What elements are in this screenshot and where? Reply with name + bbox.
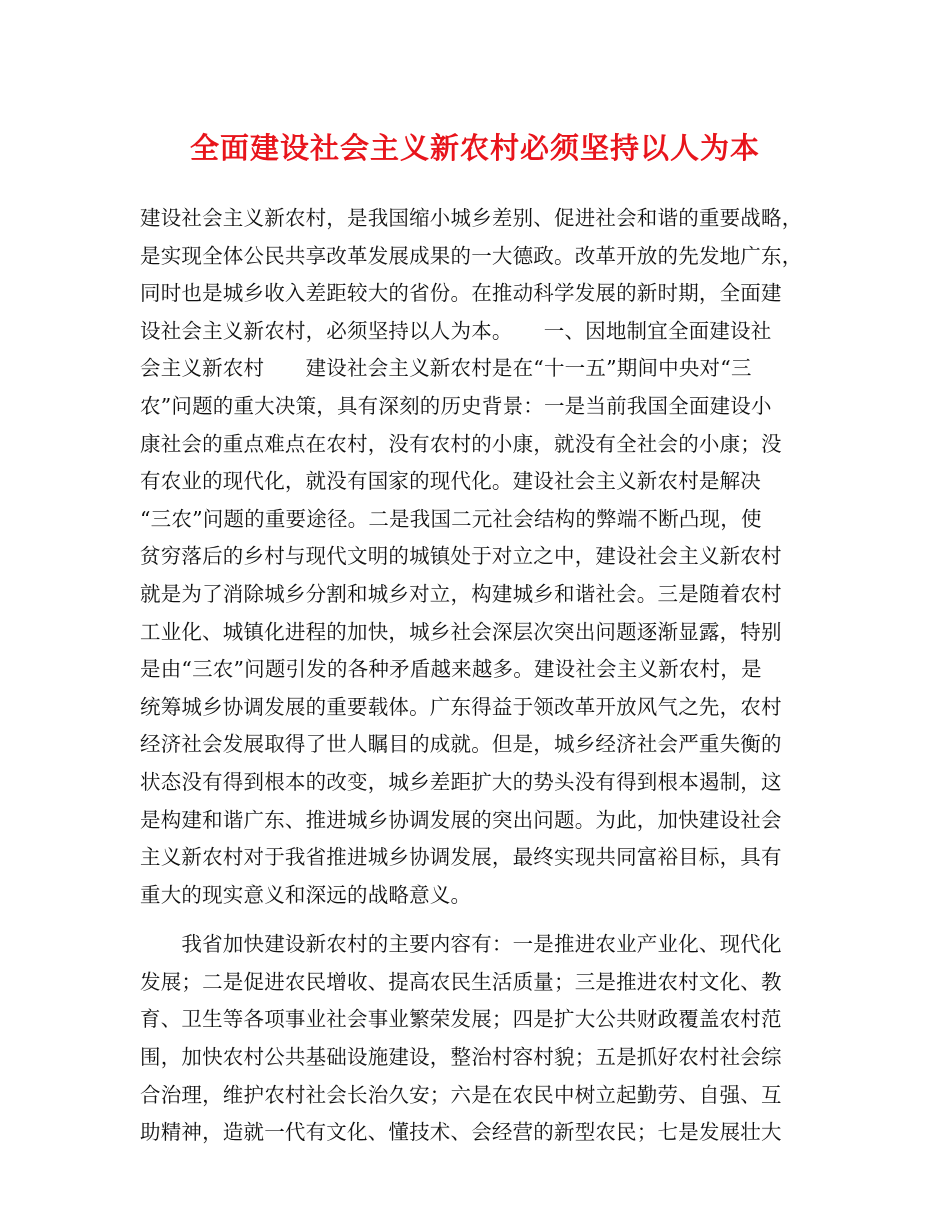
text-line: 是实现全体公民共享改革发展成果的一大德政。改革开放的先发地广东， (140, 243, 803, 268)
text-line: 经济社会发展取得了世人瞩目的成就。但是，城乡经济社会严重失衡的 (140, 732, 782, 757)
text-line: “三农”问题的重要途径。二是我国二元社会结构的弊端不断凸现，使 (140, 506, 762, 531)
text-line: 统筹城乡协调发展的重要载体。广东得益于领改革开放风气之先，农村 (140, 694, 782, 719)
text-line: 我省加快建设新农村的主要内容有：一是推进农业产业化、现代化 (140, 932, 782, 957)
paragraph-spacer (140, 914, 820, 926)
text-line: 工业化、城镇化进程的加快，城乡社会深层次突出问题逐渐显露，特别 (140, 619, 782, 644)
text-line: 是构建和谐广东、推进城乡协调发展的突出问题。为此，加快建设社会 (140, 807, 782, 832)
text-line: 状态没有得到根本的改变，城乡差距扩大的势头没有得到根本遏制，这 (140, 769, 782, 794)
text-line: 有农业的现代化，就没有国家的现代化。建设社会主义新农村是解决 (140, 469, 761, 494)
text-line: 会主义新农村 建设社会主义新农村是在“十一五”期间中央对“三 (140, 356, 752, 381)
document-title: 全面建设社会主义新农村必须坚持以人为本 (189, 131, 760, 165)
text-line: 同时也是城乡收入差距较大的省份。在推动科学发展的新时期，全面建 (140, 281, 782, 306)
document-body (140, 200, 820, 1152)
text-line: 建设社会主义新农村，是我国缩小城乡差别、促进社会和谐的重要战略， (140, 206, 803, 230)
text-line: 主义新农村对于我省推进城乡协调发展，最终实现共同富裕目标，具有 (140, 845, 782, 870)
paragraph-1 (140, 200, 820, 914)
text-line: 贫穷落后的乡村与现代文明的城镇处于对立之中，建设社会主义新农村 (140, 544, 782, 569)
text-line: 合治理，维护农村社会长治久安；六是在农民中树立起勤劳、自强、互 (140, 1082, 782, 1107)
text-line: 就是为了消除城乡分割和城乡对立，构建城乡和谐社会。三是随着农村 (140, 581, 782, 606)
text-line: 围，加快农村公共基础设施建设，整治村容村貌；五是抓好农村社会综 (140, 1045, 782, 1070)
text-line: 助精神，造就一代有文化、懂技术、会经营的新型农民；七是发展壮大 (140, 1120, 782, 1145)
text-line: 是由“三农”问题引发的各种矛盾越来越多。建设社会主义新农村，是 (140, 657, 762, 682)
text-line: 发展；二是促进农民增收、提高农民生活质量；三是推进农村文化、教 (140, 969, 782, 994)
text-line: 康社会的重点难点在农村，没有农村的小康，就没有全社会的小康；没 (140, 431, 782, 456)
text-line: 育、卫生等各项事业社会事业繁荣发展；四是扩大公共财政覆盖农村范 (140, 1007, 782, 1032)
text-line: 设社会主义新农村，必须坚持以人为本。 一、因地制宜全面建设社 (140, 318, 772, 343)
text-line: 重大的现实意义和深远的战略意义。 (140, 882, 472, 907)
paragraph-2 (140, 926, 820, 1152)
text-line: 农”问题的重大决策，具有深刻的历史背景：一是当前我国全面建设小 (140, 393, 772, 418)
